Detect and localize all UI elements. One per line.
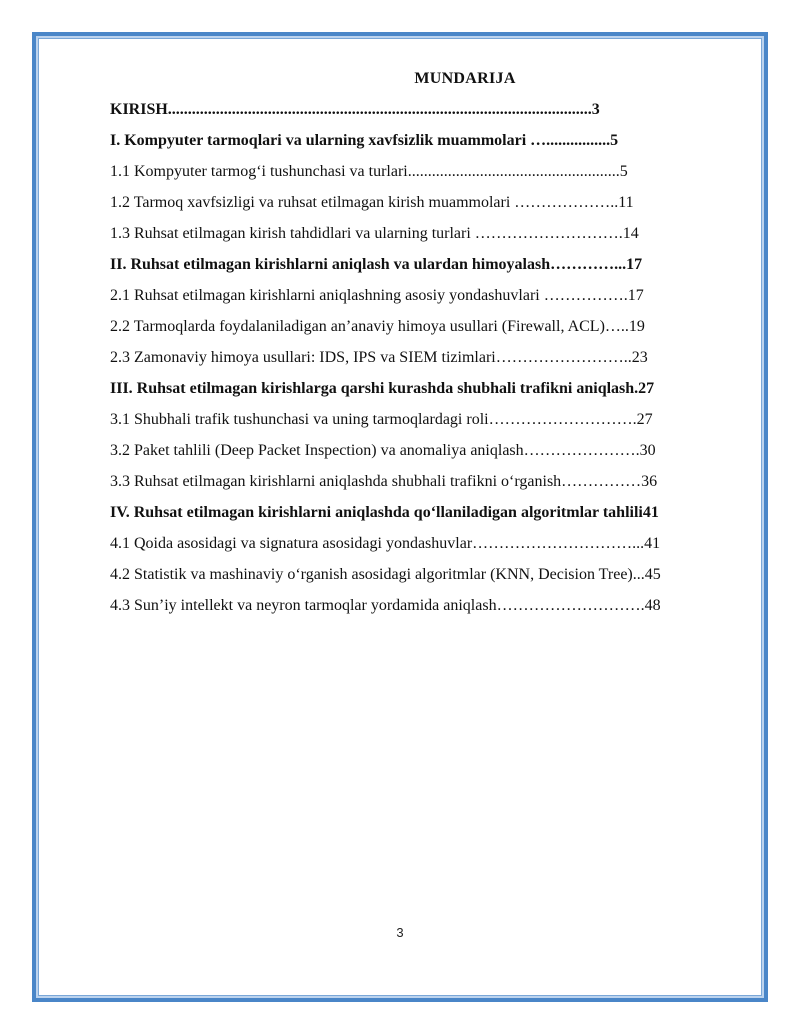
- toc-section-entry: 4.2 Statistik va mashinaviy o‘rganish asosidagi algoritmlar (KNN, Decision Tree)...45: [110, 566, 661, 583]
- toc-entry-list: [110, 94, 750, 621]
- page-number: 3: [396, 925, 404, 940]
- toc-chapter-entry: KIRISH..........................................................................................................3: [110, 101, 600, 118]
- toc-section-entry: 2.1 Ruhsat etilmagan kirishlarni aniqlashning asosiy yondashuvlari …………….17: [110, 287, 644, 304]
- toc-chapter-entry: I. Kompyuter tarmoqlari va ularning xavfsizlik muammolari …................5: [110, 132, 619, 149]
- toc-section-entry: 3.2 Paket tahlili (Deep Packet Inspection) va anomaliya aniqlash………………….30: [110, 442, 656, 459]
- toc-title: MUNDARIJA: [414, 70, 516, 87]
- toc-chapter-entry: II. Ruhsat etilmagan kirishlarni aniqlash va ulardan himoyalash…………...17: [110, 256, 643, 273]
- toc-section-entry: 3.3 Ruhsat etilmagan kirishlarni aniqlashda shubhali trafikni o‘rganish……………36: [110, 473, 658, 490]
- toc-section-entry: 1.3 Ruhsat etilmagan kirish tahdidlari va ularning turlari ……………………….14: [110, 225, 639, 242]
- toc-section-entry: 2.3 Zamonaviy himoya usullari: IDS, IPS va SIEM tizimlari……………………..23: [110, 349, 648, 366]
- toc-section-entry: 1.1 Kompyuter tarmog‘i tushunchasi va turlari.....................................................5: [110, 163, 628, 180]
- table-of-contents: [110, 70, 750, 621]
- toc-section-entry: 3.1 Shubhali trafik tushunchasi va uning tarmoqlardagi roli……………………….27: [110, 411, 653, 428]
- toc-section-entry: 4.1 Qoida asosidagi va signatura asosidagi yondashuvlar…………………………...41: [110, 535, 661, 552]
- toc-section-entry: 2.2 Tarmoqlarda foydalaniladigan an’anaviy himoya usullari (Firewall, ACL)…..19: [110, 318, 645, 335]
- toc-chapter-entry: IV. Ruhsat etilmagan kirishlarni aniqlashda qo‘llaniladigan algoritmlar tahlili41: [110, 504, 659, 521]
- toc-section-entry: 1.2 Tarmoq xavfsizligi va ruhsat etilmagan kirish muammolari ………………..11: [110, 194, 634, 211]
- toc-chapter-entry: III. Ruhsat etilmagan kirishlarga qarshi kurashda shubhali trafikni aniqlash.27: [110, 380, 655, 397]
- toc-section-entry: 4.3 Sun’iy intellekt va neyron tarmoqlar yordamida aniqlash……………………….48: [110, 597, 661, 614]
